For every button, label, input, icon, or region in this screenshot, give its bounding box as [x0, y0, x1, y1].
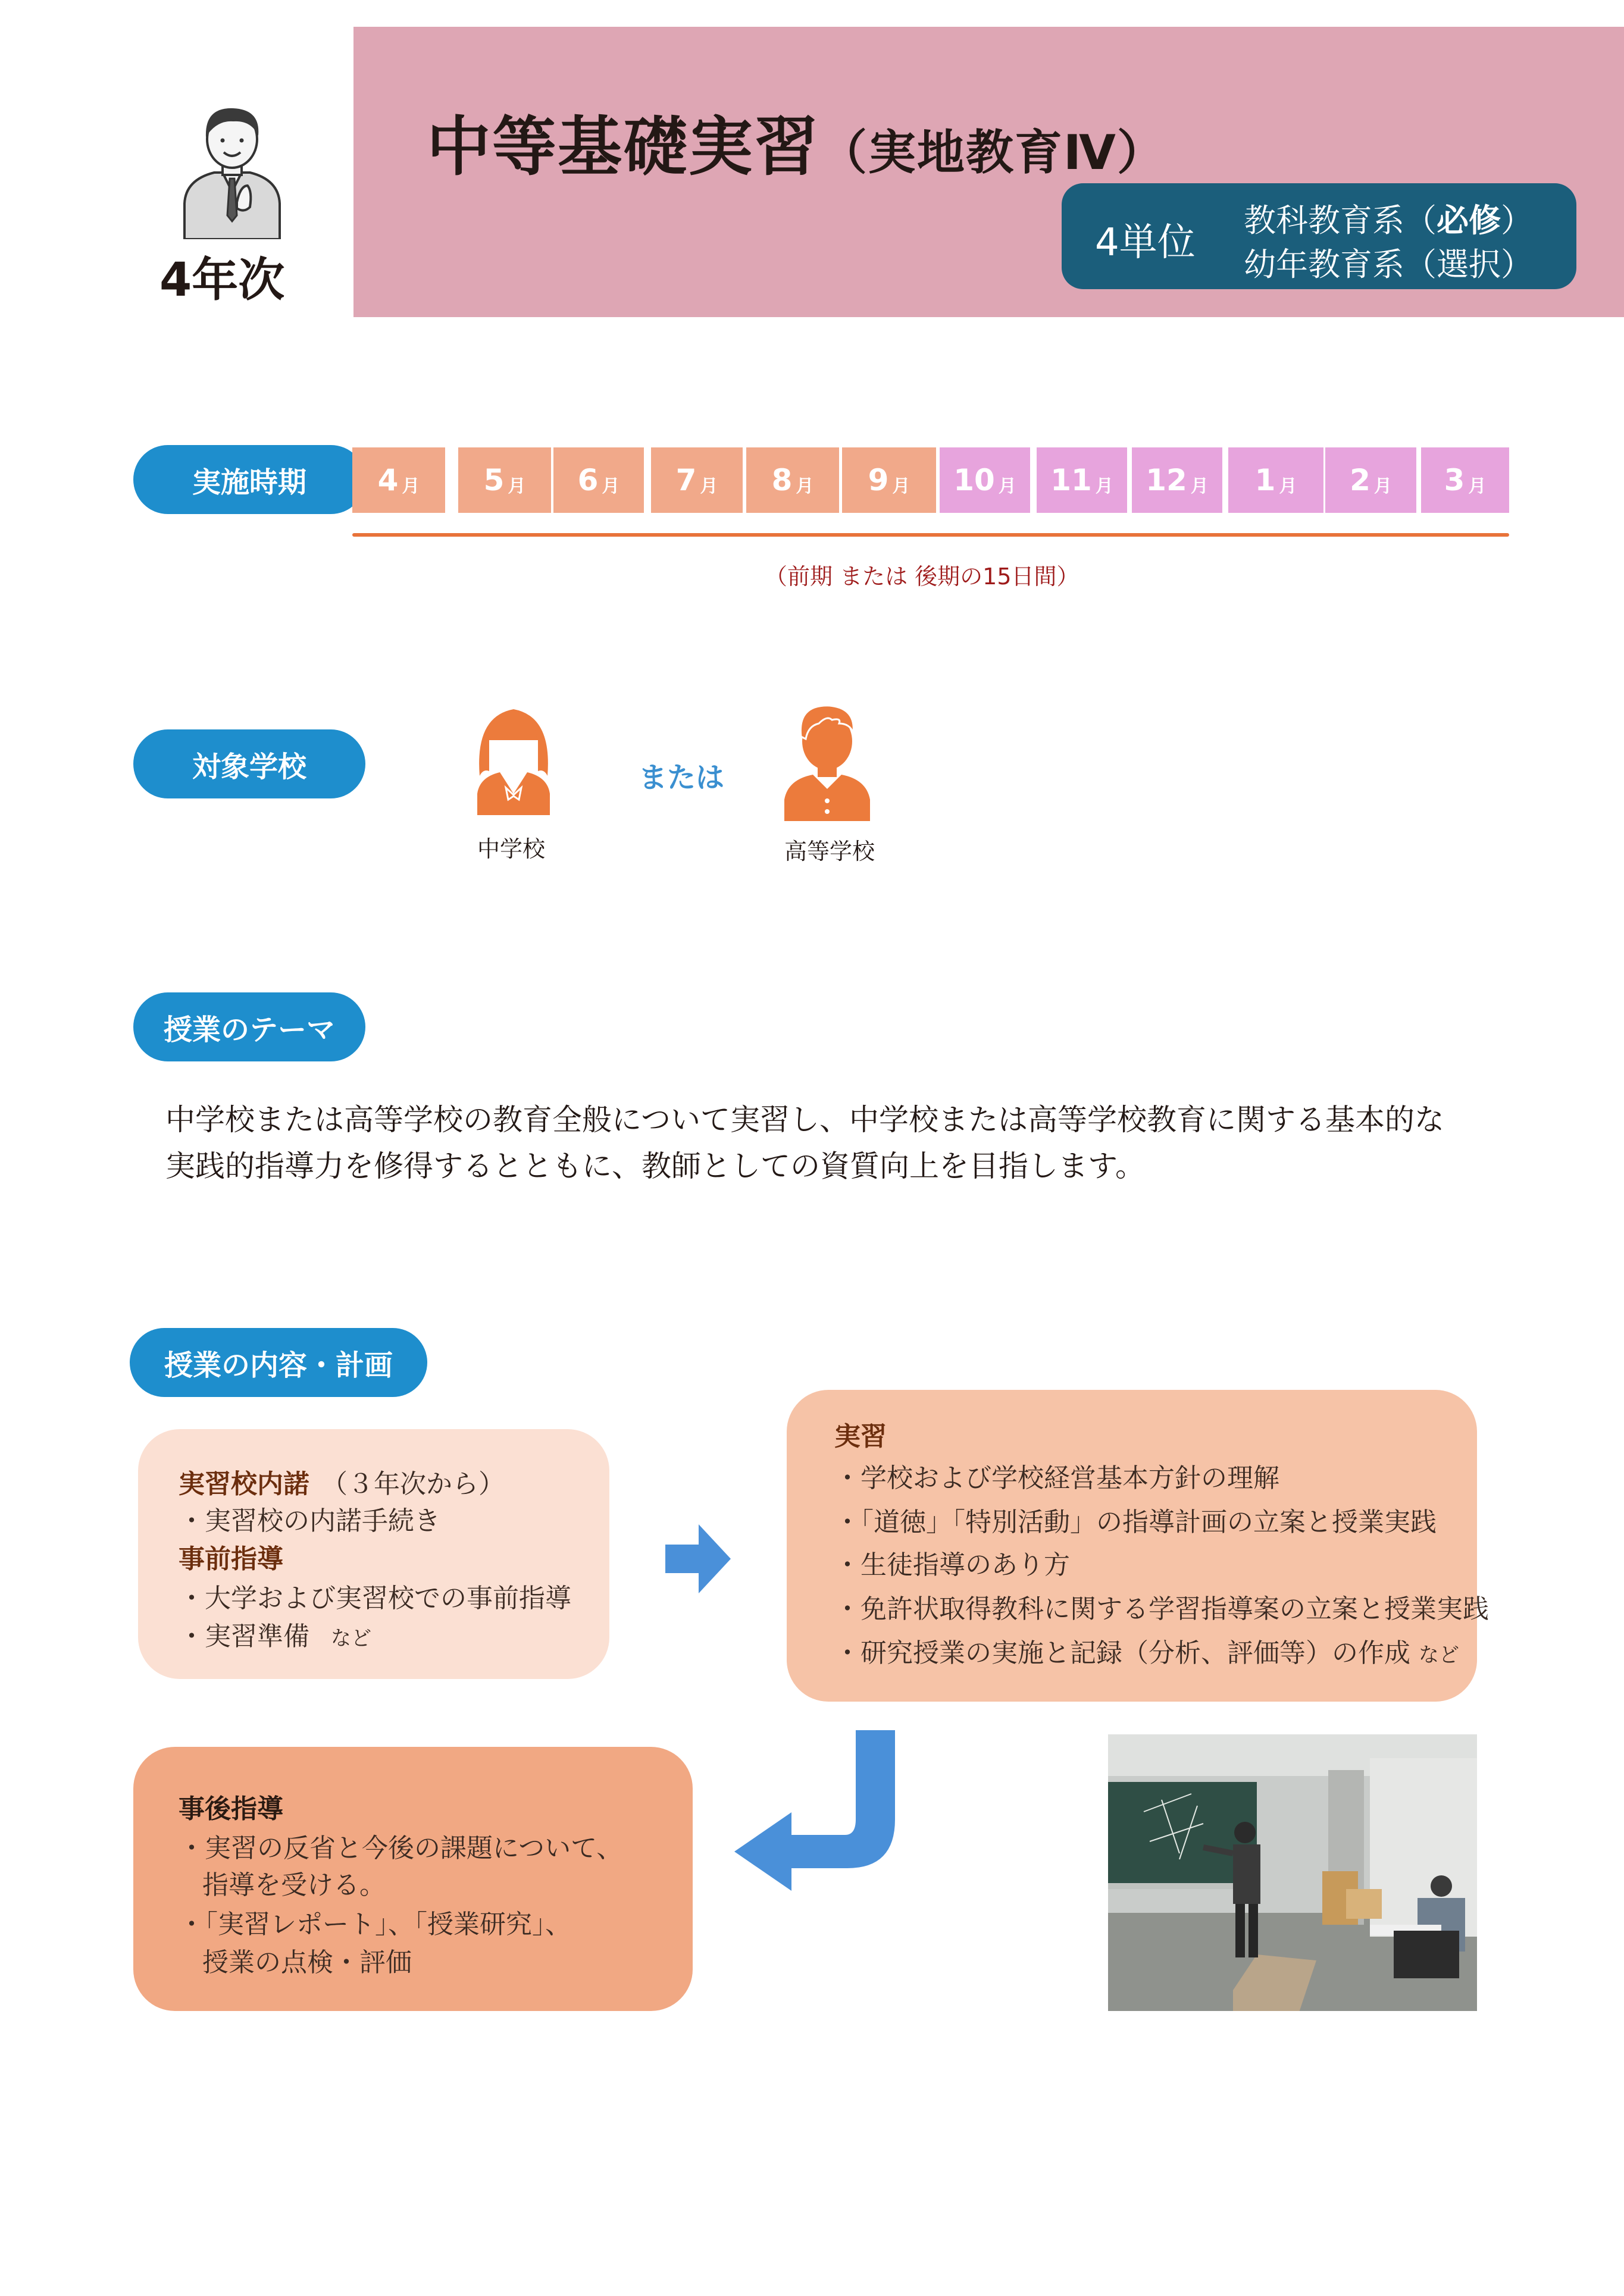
credit-badge: [1062, 183, 1576, 289]
practicum-item5-row: [834, 1631, 1459, 1669]
practicum-box: [787, 1390, 1489, 1702]
post-guidance-item2a: ・「実習レポート」、「授業研究」、: [179, 1909, 571, 1940]
pre-guidance-item3: ・実習準備: [179, 1621, 309, 1652]
practicum-item4: ・免許状取得教科に関する学習指導案の立案と授業実践: [834, 1594, 1489, 1624]
course-line1-suffix: ）: [1501, 202, 1533, 239]
pre-guidance-box: [138, 1429, 609, 1679]
post-guidance-head: 事後指導: [179, 1794, 283, 1824]
pre-guidance-item3-note: など: [331, 1627, 371, 1650]
month-feb: 2 月: [1325, 447, 1416, 513]
or-label: または: [639, 761, 725, 794]
theme-section-label: 授業のテーマ: [133, 992, 365, 1061]
month-jan: 1 月: [1228, 447, 1323, 513]
page-title: [427, 95, 1166, 187]
month-may: 5 月: [458, 447, 551, 513]
month-dec: 12 月: [1132, 447, 1222, 513]
school-junior-high: 中学校: [477, 836, 546, 862]
period-note: （前期 または 後期の15日間）: [765, 563, 1079, 590]
period-line: [352, 533, 1509, 537]
title-main: 中等基礎実習: [427, 110, 820, 184]
month-apr: 4 月: [352, 447, 445, 513]
theme-text-line2: 実践的指導力を修得するとともに、教師としての資質向上を目指します。: [165, 1149, 1145, 1183]
pre-guidance-item2: ・大学および実習校での事前指導: [179, 1583, 571, 1614]
period-section-label: 実施時期: [133, 445, 365, 514]
pre-guidance-head2: 事前指導: [179, 1544, 283, 1574]
practicum-item1: ・学校および学校経営基本方針の理解: [834, 1463, 1279, 1493]
classroom-photo: [1108, 1734, 1477, 2011]
practicum-item3: ・生徒指導のあり方: [834, 1550, 1070, 1580]
pre-guidance-head1-note: （３年次から）: [321, 1469, 505, 1499]
course-line1-bold: 必修: [1437, 202, 1501, 239]
month-timeline: [352, 447, 1509, 513]
course-category-elective: 幼年教育系（選択）: [1244, 246, 1533, 283]
female-student-icon: [469, 704, 558, 815]
plan-section-label: 授業の内容・計画: [130, 1328, 427, 1397]
pre-guidance-head1: 実習校内諾: [179, 1469, 309, 1499]
title-sub: （実地教育Ⅳ）: [819, 125, 1166, 180]
school-senior-high: 高等学校: [784, 838, 875, 864]
course-category-required: [1244, 195, 1533, 241]
practicum-item5: ・研究授業の実施と記録（分析、評価等）の作成: [834, 1638, 1410, 1668]
course-line1-prefix: 教科教育系（: [1244, 202, 1437, 239]
month-jul: 7 月: [651, 447, 743, 513]
theme-text-line1: 中学校または高等学校の教育全般について実習し、中学校または高等学校教育に関する基本的な: [165, 1102, 1444, 1137]
right-arrow-icon: [665, 1524, 731, 1593]
pre-guidance-item3-row: [179, 1615, 371, 1653]
post-guidance-item2b: 授業の点検・評価: [202, 1947, 412, 1978]
month-sep: 9 月: [842, 447, 936, 513]
male-student-icon: [780, 700, 875, 821]
practicum-item5-note: など: [1419, 1643, 1459, 1667]
month-mar: 3 月: [1421, 447, 1509, 513]
post-guidance-item1b: 指導を受ける。: [202, 1870, 386, 1900]
practicum-head: 実習: [834, 1421, 887, 1452]
month-nov: 11 月: [1037, 447, 1127, 513]
post-guidance-box: [133, 1747, 693, 2011]
grade-label: 4年次: [159, 253, 285, 307]
target-section-label: 対象学校: [133, 729, 365, 798]
month-oct: 10 月: [940, 447, 1030, 513]
credit-units: 4単位: [1095, 221, 1196, 265]
pre-guidance-item1: ・実習校の内諾手続き: [179, 1506, 440, 1536]
pre-guidance-head1-row: [179, 1462, 505, 1501]
practicum-item2: ・「道徳」「特別活動」の指導計画の立案と授業実践: [834, 1507, 1437, 1537]
curved-down-left-arrow-icon: [734, 1730, 901, 1909]
month-jun: 6 月: [553, 447, 644, 513]
teacher-avatar-icon: [179, 102, 286, 239]
post-guidance-item1a: ・実習の反省と今後の課題について、: [179, 1833, 623, 1863]
month-aug: 8 月: [746, 447, 839, 513]
